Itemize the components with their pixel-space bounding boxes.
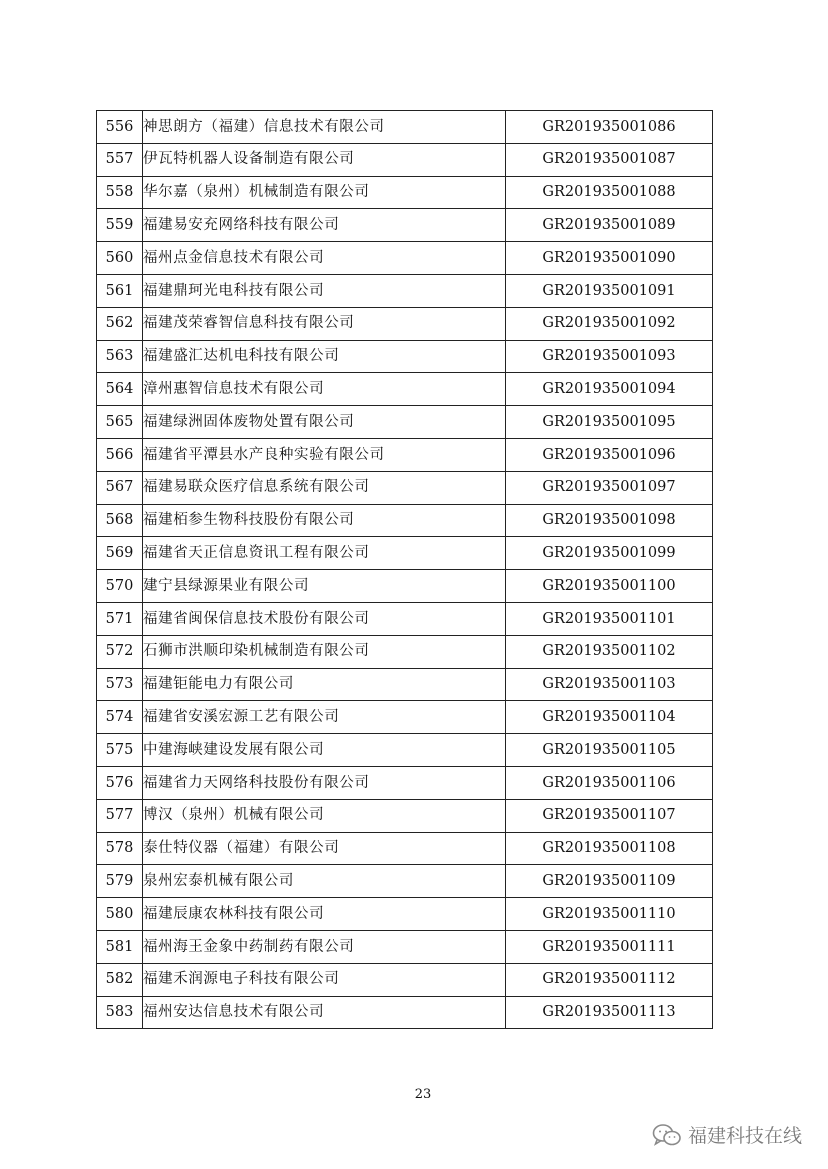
company-name-cell: 伊瓦特机器人设备制造有限公司 bbox=[143, 143, 506, 176]
row-number-cell: 568 bbox=[97, 504, 143, 537]
company-name-cell: 福建省力天网络科技股份有限公司 bbox=[143, 766, 506, 799]
company-name-cell: 泰仕特仪器（福建）有限公司 bbox=[143, 832, 506, 865]
certificate-code-cell: GR201935001109 bbox=[506, 865, 713, 898]
certificate-code-cell: GR201935001100 bbox=[506, 570, 713, 603]
table-row bbox=[97, 799, 713, 832]
row-number-cell: 574 bbox=[97, 701, 143, 734]
row-number-cell: 577 bbox=[97, 799, 143, 832]
certificate-code-cell: GR201935001101 bbox=[506, 602, 713, 635]
certificate-code-cell: GR201935001094 bbox=[506, 373, 713, 406]
row-number-cell: 557 bbox=[97, 143, 143, 176]
row-number-cell: 572 bbox=[97, 635, 143, 668]
company-name-cell: 中建海峡建设发展有限公司 bbox=[143, 734, 506, 767]
company-certificate-table bbox=[96, 110, 713, 1029]
company-name-cell: 福建钜能电力有限公司 bbox=[143, 668, 506, 701]
certificate-code-cell: GR201935001105 bbox=[506, 734, 713, 767]
table-row bbox=[97, 898, 713, 931]
row-number-cell: 563 bbox=[97, 340, 143, 373]
table-row bbox=[97, 406, 713, 439]
table-row bbox=[97, 504, 713, 537]
company-name-cell: 福州安达信息技术有限公司 bbox=[143, 996, 506, 1029]
certificate-code-cell: GR201935001108 bbox=[506, 832, 713, 865]
certificate-code-cell: GR201935001111 bbox=[506, 930, 713, 963]
row-number-cell: 567 bbox=[97, 471, 143, 504]
table-row bbox=[97, 307, 713, 340]
row-number-cell: 559 bbox=[97, 209, 143, 242]
company-name-cell: 福建省平潭县水产良种实验有限公司 bbox=[143, 438, 506, 471]
company-name-cell: 福州点金信息技术有限公司 bbox=[143, 242, 506, 275]
table-row bbox=[97, 143, 713, 176]
certificate-code-cell: GR201935001097 bbox=[506, 471, 713, 504]
company-table-container bbox=[96, 110, 713, 1029]
company-name-cell: 福建鼎珂光电科技有限公司 bbox=[143, 274, 506, 307]
row-number-cell: 556 bbox=[97, 111, 143, 144]
table-row bbox=[97, 471, 713, 504]
row-number-cell: 558 bbox=[97, 176, 143, 209]
company-name-cell: 福建省安溪宏源工艺有限公司 bbox=[143, 701, 506, 734]
table-body bbox=[97, 111, 713, 1029]
row-number-cell: 571 bbox=[97, 602, 143, 635]
table-row bbox=[97, 930, 713, 963]
certificate-code-cell: GR201935001091 bbox=[506, 274, 713, 307]
certificate-code-cell: GR201935001087 bbox=[506, 143, 713, 176]
table-row bbox=[97, 438, 713, 471]
row-number-cell: 564 bbox=[97, 373, 143, 406]
certificate-code-cell: GR201935001099 bbox=[506, 537, 713, 570]
row-number-cell: 565 bbox=[97, 406, 143, 439]
row-number-cell: 578 bbox=[97, 832, 143, 865]
row-number-cell: 575 bbox=[97, 734, 143, 767]
row-number-cell: 561 bbox=[97, 274, 143, 307]
table-row bbox=[97, 340, 713, 373]
company-name-cell: 福建栢参生物科技股份有限公司 bbox=[143, 504, 506, 537]
certificate-code-cell: GR201935001110 bbox=[506, 898, 713, 931]
watermark bbox=[652, 1121, 802, 1148]
row-number-cell: 579 bbox=[97, 865, 143, 898]
table-row bbox=[97, 865, 713, 898]
row-number-cell: 562 bbox=[97, 307, 143, 340]
row-number-cell: 570 bbox=[97, 570, 143, 603]
table-row bbox=[97, 176, 713, 209]
table-row bbox=[97, 111, 713, 144]
table-row bbox=[97, 373, 713, 406]
company-name-cell: 福建绿洲固体废物处置有限公司 bbox=[143, 406, 506, 439]
table-row bbox=[97, 602, 713, 635]
certificate-code-cell: GR201935001102 bbox=[506, 635, 713, 668]
company-name-cell: 博汉（泉州）机械有限公司 bbox=[143, 799, 506, 832]
company-name-cell: 福建省天正信息资讯工程有限公司 bbox=[143, 537, 506, 570]
company-name-cell: 福建易安充网络科技有限公司 bbox=[143, 209, 506, 242]
table-row bbox=[97, 242, 713, 275]
company-name-cell: 福建禾润源电子科技有限公司 bbox=[143, 963, 506, 996]
table-row bbox=[97, 635, 713, 668]
row-number-cell: 581 bbox=[97, 930, 143, 963]
row-number-cell: 566 bbox=[97, 438, 143, 471]
page-number: 23 bbox=[414, 1087, 432, 1102]
row-number-cell: 576 bbox=[97, 766, 143, 799]
table-row bbox=[97, 701, 713, 734]
company-name-cell: 福建辰康农林科技有限公司 bbox=[143, 898, 506, 931]
row-number-cell: 583 bbox=[97, 996, 143, 1029]
company-name-cell: 漳州惠智信息技术有限公司 bbox=[143, 373, 506, 406]
certificate-code-cell: GR201935001113 bbox=[506, 996, 713, 1029]
company-name-cell: 泉州宏泰机械有限公司 bbox=[143, 865, 506, 898]
certificate-code-cell: GR201935001098 bbox=[506, 504, 713, 537]
row-number-cell: 582 bbox=[97, 963, 143, 996]
company-name-cell: 石狮市洪顺印染机械制造有限公司 bbox=[143, 635, 506, 668]
row-number-cell: 560 bbox=[97, 242, 143, 275]
wechat-icon bbox=[652, 1123, 682, 1147]
certificate-code-cell: GR201935001089 bbox=[506, 209, 713, 242]
company-name-cell: 福建易联众医疗信息系统有限公司 bbox=[143, 471, 506, 504]
company-name-cell: 神思朗方（福建）信息技术有限公司 bbox=[143, 111, 506, 144]
row-number-cell: 573 bbox=[97, 668, 143, 701]
company-name-cell: 建宁县绿源果业有限公司 bbox=[143, 570, 506, 603]
table-row bbox=[97, 274, 713, 307]
company-name-cell: 福建茂荣睿智信息科技有限公司 bbox=[143, 307, 506, 340]
certificate-code-cell: GR201935001093 bbox=[506, 340, 713, 373]
company-name-cell: 华尔嘉（泉州）机械制造有限公司 bbox=[143, 176, 506, 209]
table-row bbox=[97, 537, 713, 570]
certificate-code-cell: GR201935001112 bbox=[506, 963, 713, 996]
company-name-cell: 福建省闽保信息技术股份有限公司 bbox=[143, 602, 506, 635]
table-row bbox=[97, 996, 713, 1029]
certificate-code-cell: GR201935001096 bbox=[506, 438, 713, 471]
table-row bbox=[97, 832, 713, 865]
certificate-code-cell: GR201935001092 bbox=[506, 307, 713, 340]
company-name-cell: 福建盛汇达机电科技有限公司 bbox=[143, 340, 506, 373]
certificate-code-cell: GR201935001107 bbox=[506, 799, 713, 832]
certificate-code-cell: GR201935001103 bbox=[506, 668, 713, 701]
table-row bbox=[97, 766, 713, 799]
table-row bbox=[97, 668, 713, 701]
table-row bbox=[97, 734, 713, 767]
watermark-text: 福建科技在线 bbox=[687, 1125, 802, 1147]
certificate-code-cell: GR201935001090 bbox=[506, 242, 713, 275]
table-row bbox=[97, 570, 713, 603]
certificate-code-cell: GR201935001106 bbox=[506, 766, 713, 799]
certificate-code-cell: GR201935001104 bbox=[506, 701, 713, 734]
certificate-code-cell: GR201935001086 bbox=[506, 111, 713, 144]
company-name-cell: 福州海王金象中药制药有限公司 bbox=[143, 930, 506, 963]
certificate-code-cell: GR201935001095 bbox=[506, 406, 713, 439]
row-number-cell: 580 bbox=[97, 898, 143, 931]
certificate-code-cell: GR201935001088 bbox=[506, 176, 713, 209]
table-row bbox=[97, 963, 713, 996]
table-row bbox=[97, 209, 713, 242]
row-number-cell: 569 bbox=[97, 537, 143, 570]
